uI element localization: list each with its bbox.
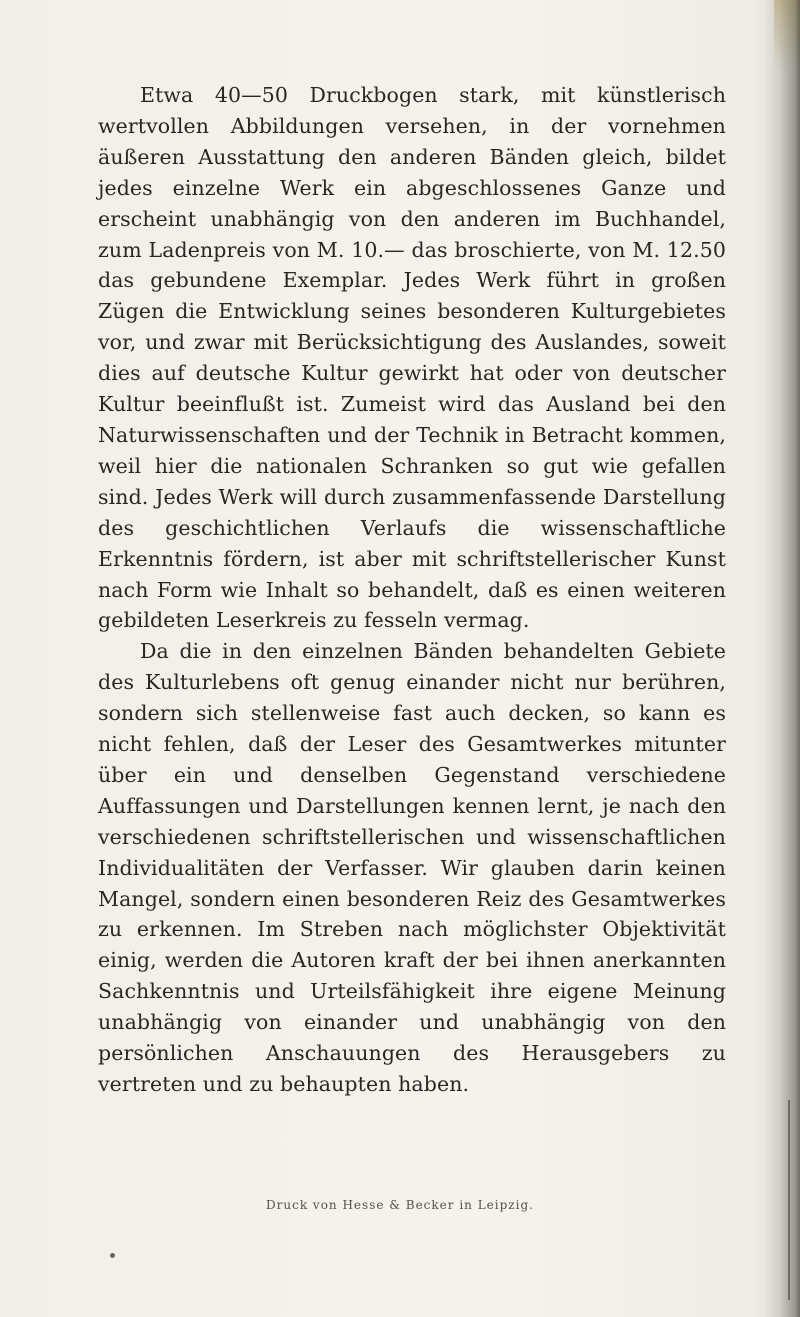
paragraph-editorial-note: Da die in den einzelnen Bänden behandelten Gebiete des Kulturlebens oft genug einander nicht nur berühren, sondern sich stellenweise fast auch decken, so kann es nicht fehlen, daß der Leser des Gesamtwerkes mitunter über ein und denselben Gegenstand verschiedene Auffassungen und Darstellungen kennen lernt, je nach den verschiedenen schriftstellerischen und wissenschaftlichen Individualitäten der Verfasser. Wir glauben darin keinen Mangel, sondern einen besonderen Reiz des Gesamtwerkes zu erkennen. Im Streben nach möglichster Objektivität einig, werden die Autoren kraft der bei ihnen anerkannten Sachkenntnis und Urteilsfähigkeit ihre eigene Meinung unabhängig von einander und unabhängig von den persönlichen Anschauungen des Herausgebers zu vertreten und zu behaupten haben. [98, 639, 726, 1096]
paragraph-description: Etwa 40—50 Druckbogen stark, mit künstlerisch wertvollen Abbildungen versehen, in der vornehmen äußeren Ausstattung den anderen Bänden gleich, bildet jedes einzelne Werk ein abgeschlossenes Ganze und erscheint unabhängig von den anderen im Buchhandel, zum Ladenpreis von M. 10.— das broschierte, von M. 12.50 das gebundene Exemplar. Jedes Werk führt in großen Zügen die Entwicklung seines besonderen Kulturgebietes vor, und zwar mit Berücksichtigung des Auslandes, soweit dies auf deutsche Kultur gewirkt hat oder von deutscher Kultur beeinflußt ist. Zumeist wird das Ausland bei den Naturwissenschaften und der Technik in Betracht kommen, weil hier die nationalen Schranken so gut wie gefallen sind. Jedes Werk will durch zusammenfassende Darstellung des geschichtlichen Verlaufs die wissenschaftliche Erkenntnis fördern, ist aber mit schriftstellerischer Kunst nach Form wie Inhalt so behandelt, daß es einen weiteren gebildeten Leserkreis zu fesseln vermag. [98, 83, 726, 633]
body-text [98, 80, 726, 1100]
page-edge-shadow [764, 0, 800, 1317]
printer-imprint: Druck von Hesse & Becker in Leipzig. [266, 1198, 534, 1212]
ink-speck [110, 1253, 115, 1258]
